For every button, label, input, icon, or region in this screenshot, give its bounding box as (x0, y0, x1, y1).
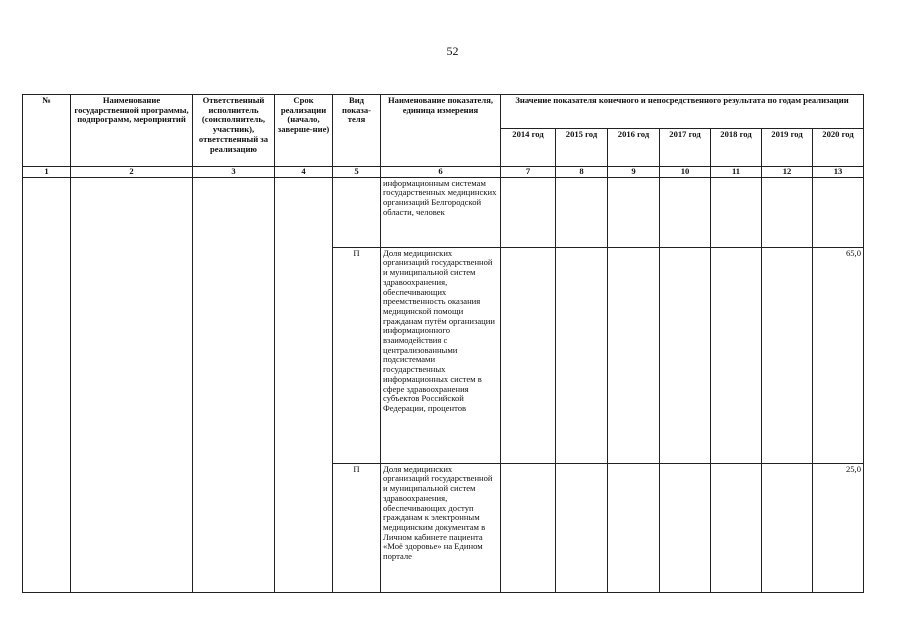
header-year-2014: 2014 год (501, 129, 556, 167)
indicator-kind (333, 177, 381, 247)
header-row-top (23, 95, 864, 129)
indicator-name: Доля медицинских организаций государственной и муниципальной систем здравоохранения, обеспечивающих доступ гражданам к электронным медицинским документам в Личном кабинете пациента «Моё здоровье» на Едином портале (381, 463, 501, 592)
header-values-group: Значение показателя конечного и непосредственного результата по годам реализации (501, 95, 864, 129)
value-2015 (556, 177, 608, 247)
value-2015 (556, 247, 608, 463)
column-number: 5 (333, 167, 381, 178)
column-numbers-row (23, 167, 864, 178)
program-name-cell (71, 177, 193, 592)
executor-cell (193, 177, 275, 592)
header-year-2017: 2017 год (660, 129, 711, 167)
column-number: 3 (193, 167, 275, 178)
header-program-name: Наименование государственной программы, подпрограмм, мероприятий (71, 95, 193, 167)
header-term: Срок реализации (начало, заверше-ние) (275, 95, 333, 167)
column-number: 10 (660, 167, 711, 178)
header-num: № (23, 95, 71, 167)
value-2019 (762, 247, 813, 463)
column-number: 7 (501, 167, 556, 178)
term-cell (275, 177, 333, 592)
value-2018 (711, 177, 762, 247)
value-2017 (660, 177, 711, 247)
value-2018 (711, 247, 762, 463)
value-2015 (556, 463, 608, 592)
value-2017 (660, 463, 711, 592)
column-number: 12 (762, 167, 813, 178)
value-2014 (501, 247, 556, 463)
column-number: 2 (71, 167, 193, 178)
column-number: 4 (275, 167, 333, 178)
table-row (23, 177, 864, 247)
value-2014 (501, 177, 556, 247)
value-2016 (608, 463, 660, 592)
header-year-2019: 2019 год (762, 129, 813, 167)
column-number: 11 (711, 167, 762, 178)
value-2020: 65,0 (813, 247, 864, 463)
value-2016 (608, 247, 660, 463)
value-2014 (501, 463, 556, 592)
value-2016 (608, 177, 660, 247)
indicator-kind: П (333, 463, 381, 592)
header-indicator-name: Наименование показателя, единица измерения (381, 95, 501, 167)
column-number: 9 (608, 167, 660, 178)
value-2017 (660, 247, 711, 463)
header-executor: Ответственный исполнитель (соисполнитель, участник), ответственный за реализацию (193, 95, 275, 167)
indicators-table (22, 94, 864, 593)
header-year-2015: 2015 год (556, 129, 608, 167)
column-number: 1 (23, 167, 71, 178)
header-year-2018: 2018 год (711, 129, 762, 167)
page-number: 52 (446, 44, 459, 58)
program-num-cell (23, 177, 71, 592)
header-indicator-kind: Вид показа-теля (333, 95, 381, 167)
indicator-name: Доля медицинских организаций государственной и муниципальной систем здравоохранения, обеспечивающих преемственность оказания медицинской помощи гражданам путём организации информационного взаимодействия с централизованными подсистемами государственных информационных систем в сфере здравоохранения субъектов Российской Федерации, процентов (381, 247, 501, 463)
header-year-2020: 2020 год (813, 129, 864, 167)
column-number: 8 (556, 167, 608, 178)
indicator-kind: П (333, 247, 381, 463)
column-number: 6 (381, 167, 501, 178)
value-2020 (813, 177, 864, 247)
value-2020: 25,0 (813, 463, 864, 592)
column-number: 13 (813, 167, 864, 178)
value-2019 (762, 463, 813, 592)
value-2019 (762, 177, 813, 247)
indicator-name: информационным системам государственных медицинских организаций Белгородской области, человек (381, 177, 501, 247)
value-2018 (711, 463, 762, 592)
header-year-2016: 2016 год (608, 129, 660, 167)
